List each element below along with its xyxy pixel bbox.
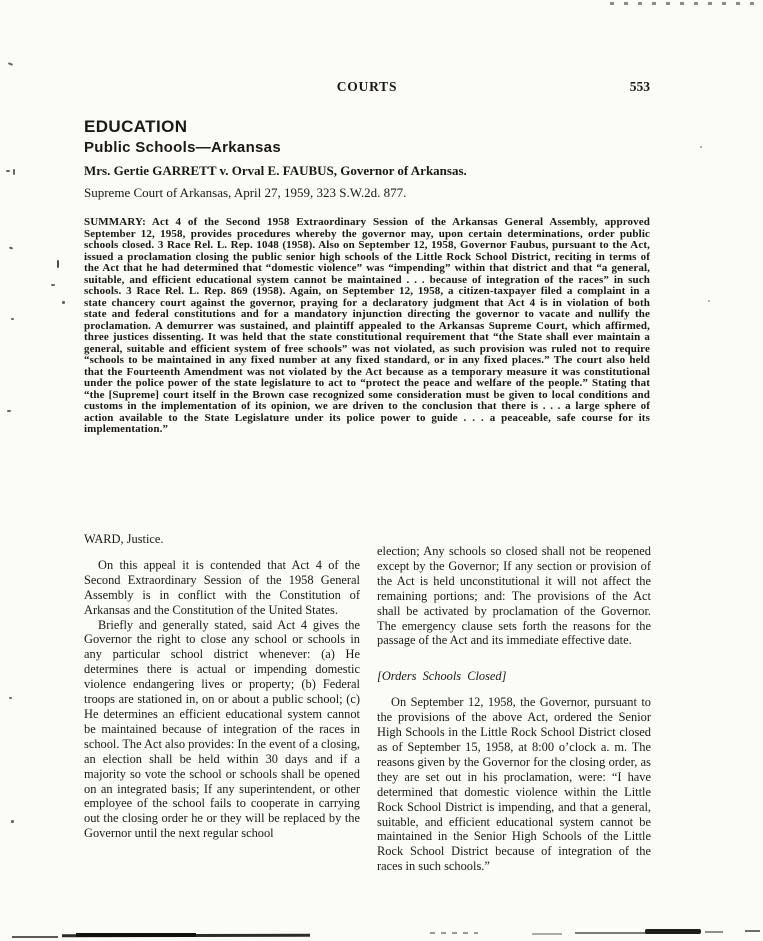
- scan-artifact-bottom-smudge: [430, 932, 478, 934]
- opinion-paragraph: election; Any schools so closed shall not be reopened except by the Governor; If any section or provision of the Act is held unconstitutional it will not affect the remaining portions; and: The provisions of the Act shall be activated by proclamation of the Governor. The emergency clause sets forth the reasons for the passage of the Act and its immediate effective date.: [377, 544, 651, 648]
- opinion-paragraph: On this appeal it is contended that Act 4 of the Second Extraordinary Session of the 1958 General Assembly is in conflict with the Constitution of Arkansas and the Constitution of the United States.: [84, 557, 360, 617]
- running-head: [84, 79, 650, 95]
- scan-artifact-speck: [11, 820, 14, 823]
- scan-artifact-bottom-smudge: [12, 936, 58, 938]
- scan-artifact-speck: [13, 169, 15, 175]
- scan-artifact-speck: [6, 170, 10, 172]
- scan-artifact-bottom-smudge: [532, 933, 562, 935]
- scan-artifact-speck: [708, 300, 710, 302]
- scan-artifact-bottom-smudge: [76, 933, 196, 937]
- scan-artifact-speck: [9, 697, 12, 699]
- running-head-title: COURTS: [336, 79, 398, 94]
- opinion-author-line: WARD, Justice.: [84, 532, 164, 546]
- topic-line: Public Schools—Arkansas: [84, 139, 281, 156]
- summary-label: SUMMARY:: [84, 216, 146, 228]
- scan-artifact-speck: [57, 260, 59, 268]
- scan-artifact-speck: [9, 247, 13, 250]
- scan-artifact-bottom-smudge: [575, 932, 657, 934]
- citation-line: Supreme Court of Arkansas, April 27, 1959, 323 S.W.2d. 877.: [84, 185, 407, 200]
- summary-text: Act 4 of the Second 1958 Extraordinary Session of the Arkansas General Assembly, approved September 12, 1958, provides procedures whereby the governor may, upon certain determinations, order public schools closed. 3 Race Rel. L. Rep. 1048 (1958). Also on September 12, 1958, Governor Faubus, pursuant to the Act, issued a proclamation closing the public senior high schools of the Little Rock School District, reciting in terms of the Act that he had determined that “domestic violence” was “impending” within that district and that “a general, suitable, and efficient educational system cannot be maintained . . . because of integration of the races” in such schools. 3 Race Rel. L. Rep. 869 (1958). Again, on September 12, 1958, a citizen-taxpayer filed a complaint in a state chancery court against the governor, praying for a declaratory judgment that Act 4 is in violation of both state and federal constitutions and for a mandatory injunction directing the governor to vacate and nullify the proclamation. A demurrer was sustained, and plaintiff appealed to the Arkansas Supreme Court, which affirmed, three justices dissenting. It was held that the state constitutional requirement that “the State shall ever maintain a general, suitable and efficient system of free schools” was not violated, as such provision was ruled not to require “schools to be maintained in any fixed number at any fixed standard, or in any fixed places.” The court also held that the Fourteenth Amendment was not violated by the Act because as a temporary measure it was constitutional under the police power of the state legislature to act to “protect the peace and welfare of the people.” Stating that “the [Supreme] court itself in the Brown case recognized some consideration must be given to local conditions and customs in the implementation of its opinion, we are driven to the conclusion that there is . . . a large sphere of action available to the State Legislature under its police power to guide . . . a peaceable, safe course for its implementation.”: [84, 216, 650, 435]
- scan-artifact-bottom-smudge: [745, 930, 760, 932]
- scan-artifact-speck: [51, 284, 55, 286]
- scan-artifact-bottom-smudge: [62, 934, 310, 938]
- page-number: 553: [629, 79, 650, 94]
- case-title: Mrs. Gertie GARRETT v. Orval E. FAUBUS, Governor of Arkansas.: [84, 163, 467, 178]
- opinion-subheading: [Orders Schools Closed]: [377, 669, 507, 684]
- opinion-right-column: [377, 544, 651, 874]
- scan-artifact-bottom-smudge: [705, 931, 723, 933]
- scan-artifact-speck: [8, 62, 13, 66]
- scan-artifact-speck: [7, 410, 11, 412]
- scan-artifact-speck: [62, 301, 65, 304]
- summary-headnote: [84, 217, 650, 436]
- opinion-paragraph: On September 12, 1958, the Governor, pursuant to the provisions of the above Act, ordered the Senior High Schools in the Little Rock School District closed as of September 15, 1958, at 8:00 o’clock a. m. The reasons given by the Governor for the closing order, as they are set out in his proclamation, were: “I have determined that domestic violence within the Little Rock School District is impending, and that a general, suitable, and efficient educational system cannot be maintained in the Senior High Schools of the Little Rock School District because of integration of the races in such schools.”: [377, 695, 651, 874]
- scan-artifact-speck: [11, 318, 14, 320]
- section-title: EDUCATION: [84, 117, 188, 136]
- scan-artifact-perforation-dots: [610, 2, 763, 5]
- scan-artifact-speck: [700, 146, 702, 148]
- opinion-left-column: [84, 532, 360, 841]
- opinion-paragraph: Briefly and generally stated, said Act 4 gives the Governor the right to close any school or schools in any particular school district whenever: (a) He determines there is actual or impending domestic violence endangering lives or property; (b) Federal troops are stationed in, on or about a public school; (c) He determines an efficient educational system cannot be maintained because of integration of the races in school. The Act also provides: In the event of a closing, an election shall be held within 30 days and if a majority so vote the school or schools shall be opened on an integrated basis; If any superintendent, or other employee of the school fails to cooperate in carrying out the closing order he or they will be replaced by the Governor until the next regular school: [84, 617, 360, 841]
- scan-artifact-bottom-smudge: [645, 929, 701, 934]
